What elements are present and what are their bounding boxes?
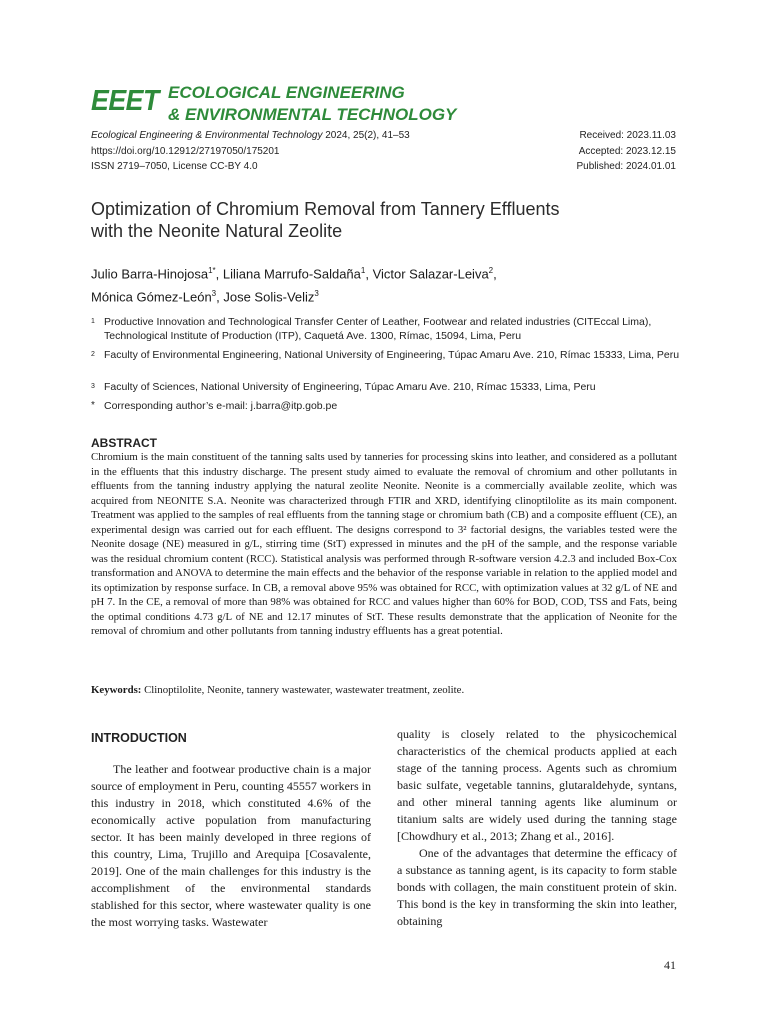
section-heading-introduction: INTRODUCTION	[91, 731, 187, 745]
journal-name-line1: ECOLOGICAL ENGINEERING	[168, 83, 405, 102]
affiliation-1	[91, 315, 681, 343]
author-affiliation-mark: 3	[211, 289, 217, 299]
author-separator: ,	[216, 289, 224, 305]
author-affiliation-mark: 1*	[208, 266, 216, 275]
citation-details: 2024, 25(2), 41–53	[322, 130, 410, 141]
affiliation-3	[91, 380, 681, 394]
published-date: Published: 2024.01.01	[576, 161, 676, 172]
corresponding-author	[91, 399, 681, 413]
citation-journal: Ecological Engineering & Environmental Technology	[91, 130, 323, 141]
intro-paragraph: quality is closely related to the physicochemical characteristics of the chemical products applied at each stage of the tanning process. Agents such as chromium basic sulfate, vegetable tannins, glutaraldehyde, syntans, and other mineral tanning agents like aluminum or titanium salts are widely used during the tanning stage [Chowdhury et al., 2013; Zhang et al., 2016].	[397, 727, 677, 843]
affiliation-mark: *	[91, 400, 95, 411]
author-line1	[91, 261, 681, 284]
journal-logo: EEET	[91, 85, 159, 117]
author-name: Liliana Marrufo-Saldaña	[222, 266, 361, 282]
issn-license: ISSN 2719–7050, License CC-BY 4.0	[91, 161, 258, 172]
page-number: 41	[664, 958, 676, 972]
doi-link[interactable]: https://doi.org/10.12912/27197050/175201	[91, 146, 280, 157]
affiliation-text: Faculty of Environmental Engineering, National University of Engineering, Túpac Amaru Ave. 210, Rímac 15333, Lima, Peru	[104, 349, 680, 361]
intro-column-left	[91, 761, 371, 931]
abstract-heading: ABSTRACT	[91, 436, 157, 450]
author-separator: ,	[365, 266, 373, 282]
title-line1: Optimization of Chromium Removal from Tannery Effluents	[91, 199, 560, 219]
received-date: Received: 2023.11.03	[579, 130, 676, 141]
author-separator: ,	[215, 266, 223, 282]
keywords-list: Clinoptilolite, Neonite, tannery wastewater, wastewater treatment, zeolite.	[141, 684, 465, 696]
author-affiliation-mark: 2	[488, 266, 494, 275]
article-title	[91, 198, 681, 242]
affiliation-mark: 2	[91, 351, 95, 358]
title-line2: with the Neonite Natural Zeolite	[91, 221, 343, 241]
citation	[91, 129, 410, 143]
author-line2	[91, 284, 681, 307]
author-affiliation-mark: 1	[360, 266, 366, 275]
intro-paragraph: The leather and footwear productive chain is a major source of employment in Peru, counting 45557 workers in this industry in 2018, which constituted 4.6% of the economically active population from manufacturing sector. It has been mainly developed in three regions of this country, Lima, Trujillo and Arequipa [Cosavalente, 2019]. One of the main challenges for this industry is the accomplishment of the environmental standards stablished for this sector, where wastewater quality is one the most worrying tasks. Wastewater	[91, 762, 371, 929]
author-affiliation-mark: 3	[314, 289, 319, 299]
affiliation-mark: 3	[91, 383, 95, 390]
author-name: Victor Salazar-Leiva	[372, 266, 489, 282]
affiliation-2	[91, 348, 681, 362]
keywords	[91, 683, 677, 697]
intro-column-right	[397, 726, 677, 930]
keywords-label: Keywords:	[91, 684, 142, 696]
abstract-body: Chromium is the main constituent of the tanning salts used by tanneries for processing skins into leather, and considered as a pollutant in the effluents that this industry discharge. The present study aimed to evaluate the removal of chromium and other pollutants in effluents from the tanning industry applying the natural zeolite Neonite. Neonite is a commercially available zeolite, which was acquired from NEONITE S.A. Neonite was characterized through FTIR and XRD, identifying clinoptilolite as its main component. Treatment was applied to the samples of real effluents from the tanning stage or chromium bath (CB) and a composite effluent (CE), an experimental design was carried out for each effluent. The designs correspond to 3² factorial designs, the variables tested were the Neonite dosage (NE) measured in g/L, stirring time (StT) expressed in minutes and the pH of the sample, and the response variable was the residual chromium content (RCC). Statistical analysis was performed through R-software version 4.2.3 and included Box-Cox transformation and ANOVA to determine the main effects and the behavior of the response variable in relation to the applied model and its optimization by response surface. In CB, a removal above 95% was obtained for RCC, with optimization values at 32 g/L of NE and pH 7. In the CE, a removal of more than 98% was obtained for RCC and values higher than 60% for BOD, COD, TSS and Fats, being the optimal conditions 4.73 g/L of NE and 12.17 minutes of StT. These results demonstrate that the application of Neonite for the removal of chromium and other pollutants from tanning industry effluents has a great potential.	[91, 451, 677, 637]
corresponding-email[interactable]: Corresponding author’s e-mail: j.barra@itp.gob.pe	[104, 400, 338, 412]
journal-name	[168, 82, 456, 126]
author-separator: ,	[493, 266, 497, 282]
author-name: Mónica Gómez-León	[91, 289, 212, 305]
journal-name-line2: & ENVIRONMENTAL TECHNOLOGY	[168, 105, 457, 124]
intro-paragraph: One of the advantages that determine the efficacy of a substance as tanning agent, is its capacity to form stable bonds with collagen, the main constituent protein of skin. This bond is the key in transforming the skin into leather, obtaining	[397, 846, 677, 928]
affiliation-text: Faculty of Sciences, National University of Engineering, Túpac Amaru Ave. 210, Rímac 15333, Lima, Peru	[104, 381, 596, 393]
affiliation-text: Productive Innovation and Technological Transfer Center of Leather, Footwear and related industries (CITEccal Lima), Technological Institute of Production (ITP), Caquetá Ave. 1300, Rímac, 15094, Lima, Peru	[104, 316, 652, 342]
accepted-date: Accepted: 2023.12.15	[578, 146, 676, 157]
author-name: Julio Barra-Hinojosa	[91, 266, 209, 282]
author-list	[91, 261, 681, 308]
author-name: Jose Solis-Veliz	[223, 289, 315, 305]
affiliation-mark: 1	[91, 318, 95, 325]
